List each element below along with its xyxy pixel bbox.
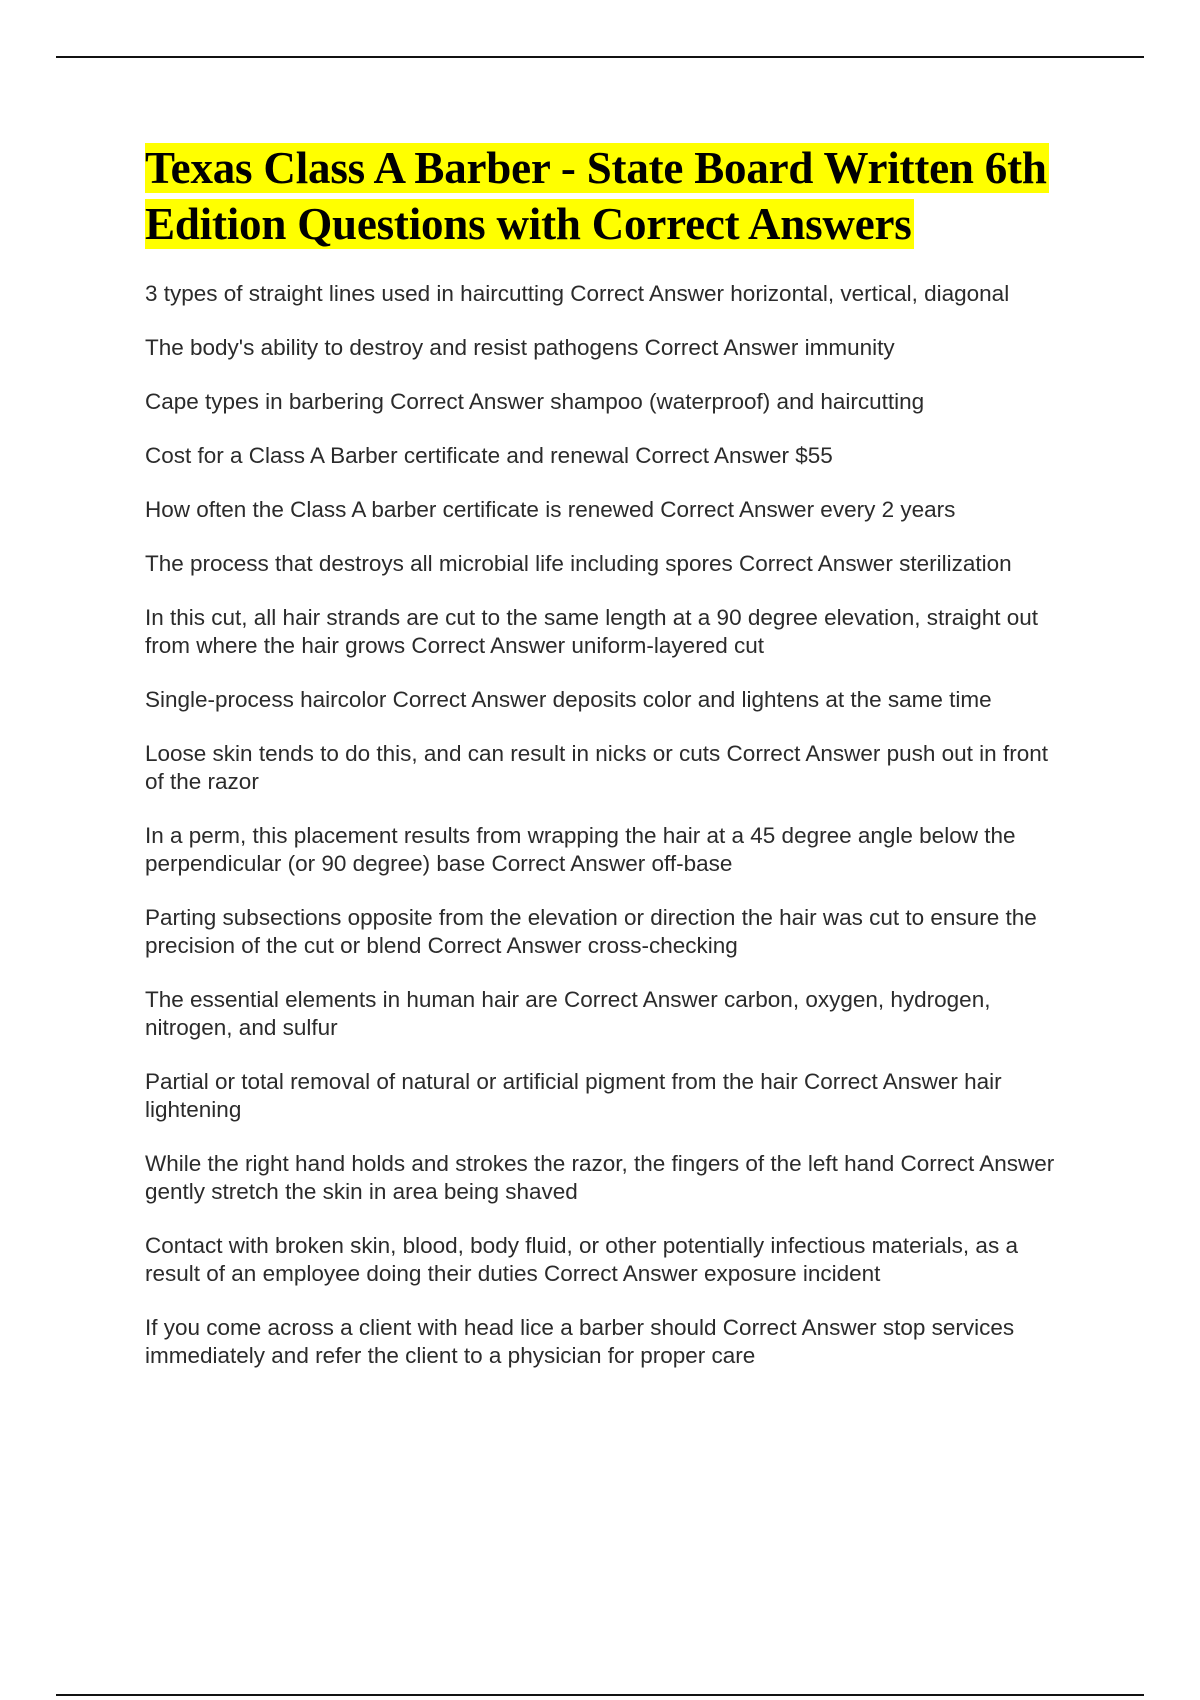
qa-item: Contact with broken skin, blood, body fluid, or other potentially infectious materials, as a result of an employee doing their duties Correct Answer exposure incident: [145, 1233, 1018, 1286]
qa-item: Cost for a Class A Barber certificate and renewal Correct Answer $55: [145, 443, 833, 468]
qa-item: 3 types of straight lines used in haircutting Correct Answer horizontal, vertical, diagonal: [145, 281, 1010, 306]
document-title: [145, 140, 1065, 252]
qa-item: Cape types in barbering Correct Answer shampoo (waterproof) and haircutting: [145, 389, 925, 414]
qa-item: Single-process haircolor Correct Answer deposits color and lightens at the same time: [145, 687, 992, 712]
top-divider: [56, 56, 1144, 58]
qa-item: Loose skin tends to do this, and can result in nicks or cuts Correct Answer push out in front of the razor: [145, 741, 1048, 794]
qa-item: Partial or total removal of natural or artificial pigment from the hair Correct Answer hair lightening: [145, 1069, 1002, 1122]
qa-item: Parting subsections opposite from the elevation or direction the hair was cut to ensure the precision of the cut or blend Correct Answer cross-checking: [145, 905, 1037, 958]
qa-item: In this cut, all hair strands are cut to the same length at a 90 degree elevation, straight out from where the hair grows Correct Answer uniform-layered cut: [145, 605, 1039, 658]
qa-item: If you come across a client with head lice a barber should Correct Answer stop services immediately and refer the client to a physician for proper care: [145, 1315, 1015, 1368]
bottom-divider: [56, 1694, 1144, 1696]
qa-item: The essential elements in human hair are Correct Answer carbon, oxygen, hydrogen, nitrogen, and sulfur: [145, 987, 991, 1040]
qa-item: The body's ability to destroy and resist pathogens Correct Answer immunity: [145, 335, 895, 360]
qa-item: How often the Class A barber certificate is renewed Correct Answer every 2 years: [145, 497, 956, 522]
qa-item: While the right hand holds and strokes the razor, the fingers of the left hand Correct Answer gently stretch the skin in area being shaved: [145, 1151, 1055, 1204]
qa-item: The process that destroys all microbial life including spores Correct Answer sterilization: [145, 551, 1012, 576]
qa-list: [145, 280, 1065, 1370]
title-highlight: Texas Class A Barber - State Board Written 6th Edition Questions with Correct Answers: [145, 143, 1047, 249]
qa-item: In a perm, this placement results from wrapping the hair at a 45 degree angle below the perpendicular (or 90 degree) base Correct Answer off-base: [145, 823, 1016, 876]
document-body: [145, 140, 1065, 1396]
